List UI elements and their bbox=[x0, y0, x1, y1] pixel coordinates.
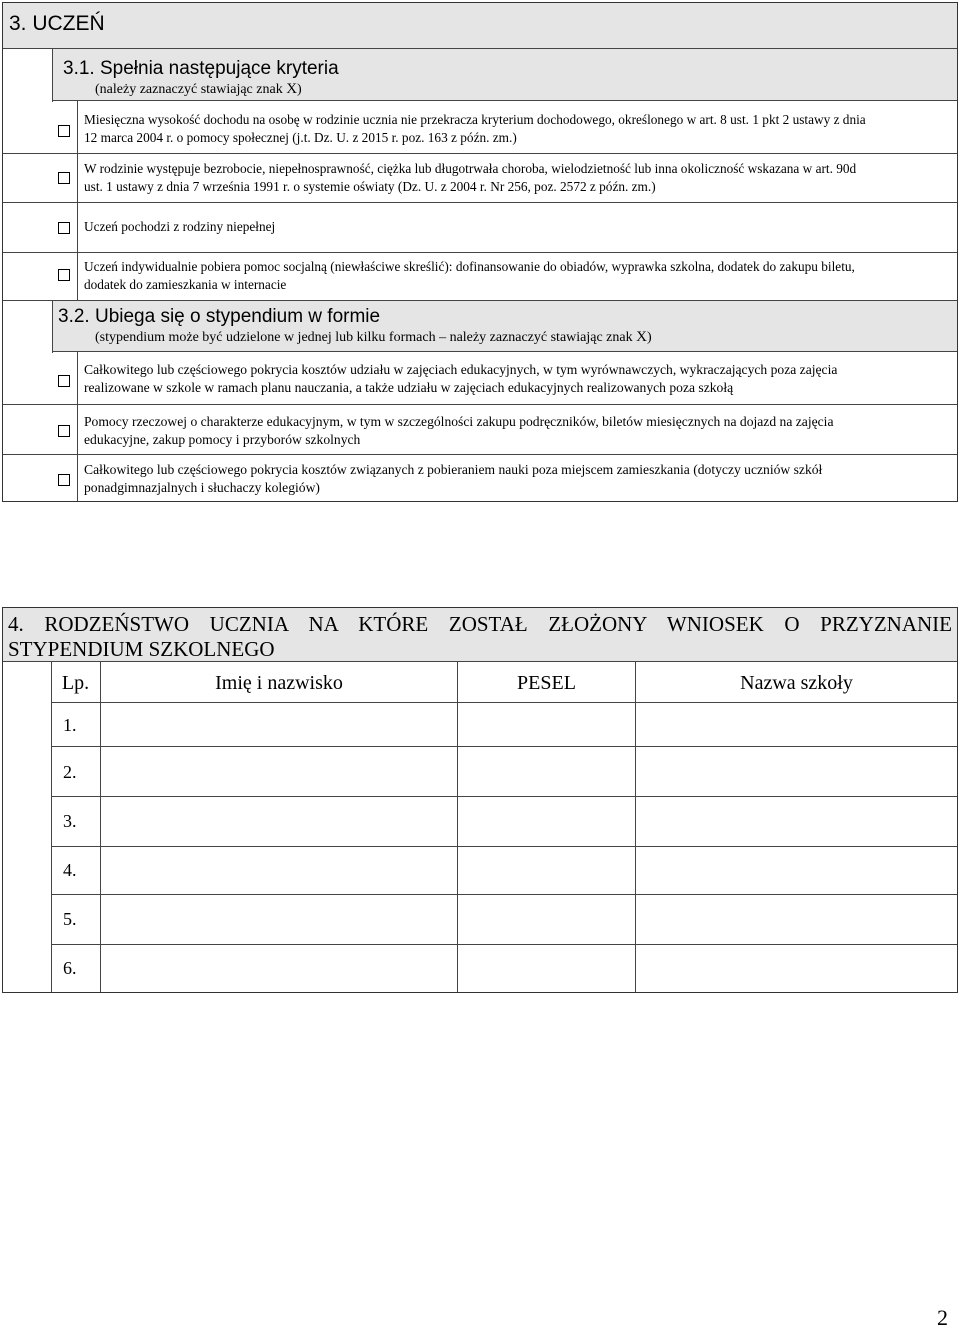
col-divider bbox=[635, 662, 636, 992]
table-border-left bbox=[51, 662, 52, 992]
row-number: 3. bbox=[63, 811, 77, 831]
checkbox-column-divider bbox=[77, 95, 78, 501]
criterion-1-checkbox[interactable] bbox=[58, 125, 70, 137]
option-3-text: Całkowitego lub częściowego pokrycia kosztów związanych z pobieraniem nauki poza miejscem zamieszkania (dotyczy uczniów szkół ponadgimnazjalnych i słuchaczy kolegiów) bbox=[84, 462, 823, 495]
section-4-title-line1: 4. RODZEŃSTWO UCZNIA NA KTÓRE ZOSTAŁ ZŁOŻONY WNIOSEK O PRZYZNANIE bbox=[8, 612, 952, 636]
criterion-3-text: Uczeń pochodzi z rodziny niepełnej bbox=[84, 219, 276, 234]
col-divider bbox=[457, 662, 458, 992]
sub-3-2-title: 3.2. Ubiega się o stypendium w formie bbox=[58, 306, 381, 327]
row-divider bbox=[51, 894, 957, 895]
section-3-header bbox=[3, 3, 957, 49]
header-lp: Lp. bbox=[61, 672, 90, 694]
row-divider bbox=[3, 252, 957, 253]
row-divider bbox=[3, 404, 957, 405]
row-number: 2. bbox=[63, 762, 77, 782]
row-divider bbox=[3, 153, 957, 154]
row-divider bbox=[51, 944, 957, 945]
sub-3-1-note: (należy zaznaczyć stawiając znak X) bbox=[95, 81, 302, 97]
page-number: 2 bbox=[937, 1305, 948, 1330]
row-divider bbox=[51, 702, 957, 703]
row-divider bbox=[51, 746, 957, 747]
row-number: 6. bbox=[63, 958, 77, 978]
header-name: Imię i nazwisko bbox=[215, 672, 343, 694]
siblings-table bbox=[51, 662, 957, 992]
criterion-1-text: Miesięczna wysokość dochodu na osobę w rodzinie ucznia nie przekracza kryterium dochodowego, określonego w art. 8 ust. 1 pkt 2 ustawy z dnia 12 marca 2004 r. o pomocy społecznej (j.t. Dz. U. z 2015 r. poz. 163 z późn. zm.) bbox=[84, 112, 866, 145]
row-divider bbox=[51, 796, 957, 797]
criterion-4-checkbox[interactable] bbox=[58, 269, 70, 281]
col-divider bbox=[100, 662, 101, 992]
sub-3-1-title: 3.1. Spełnia następujące kryteria bbox=[63, 58, 339, 79]
criterion-2-checkbox[interactable] bbox=[58, 172, 70, 184]
criterion-2-text: W rodzinie występuje bezrobocie, niepełnosprawność, ciężka lub długotrwała choroba, wielodzietność lub inna okoliczność wskazana w art. 90d ust. 1 ustawy z dnia 7 września 1991 r. o systemie oświaty (Dz. U. z 2004 r. Nr 256, poz. 2572 z późn. zm.) bbox=[84, 161, 857, 194]
row-number: 5. bbox=[63, 909, 77, 929]
option-2-checkbox[interactable] bbox=[58, 425, 70, 437]
row-divider bbox=[3, 454, 957, 455]
option-2-text: Pomocy rzeczowej o charakterze edukacyjnym, w tym w szczególności zakupu podręczników, biletów miesięcznych na dojazd na zajęcia edukacyjne, zakup pomocy i przyborów szkolnych bbox=[84, 414, 834, 447]
header-school: Nazwa szkoły bbox=[740, 672, 853, 694]
option-3-checkbox[interactable] bbox=[58, 474, 70, 486]
section-3-title: 3. UCZEŃ bbox=[9, 12, 105, 35]
row-divider bbox=[51, 846, 957, 847]
row-number: 1. bbox=[63, 715, 77, 735]
criterion-4-text: Uczeń indywidualnie pobiera pomoc socjalną (niewłaściwe skreślić): dofinansowanie do obiadów, wyprawka szkolna, dodatek do zakupu biletu, dodatek do zamieszkania w internacie bbox=[84, 259, 855, 292]
criterion-3-checkbox[interactable] bbox=[58, 222, 70, 234]
section-4-title-line2: STYPENDIUM SZKOLNEGO bbox=[8, 637, 275, 661]
sub-3-2-note: (stypendium może być udzielone w jednej lub kilku formach – należy zaznaczyć stawiając znak X) bbox=[95, 329, 652, 345]
option-1-checkbox[interactable] bbox=[58, 375, 70, 387]
header-pesel: PESEL bbox=[517, 672, 576, 694]
row-divider bbox=[3, 202, 957, 203]
option-1-text: Całkowitego lub częściowego pokrycia kosztów udziału w zajęciach edukacyjnych, w tym wyrównawczych, wykraczających poza zajęcia realizowane w szkole w ramach planu nauczania, a także udziału w zajęciach edukacyjnych realizowanych poza szkołą bbox=[84, 362, 838, 395]
row-number: 4. bbox=[63, 860, 77, 880]
